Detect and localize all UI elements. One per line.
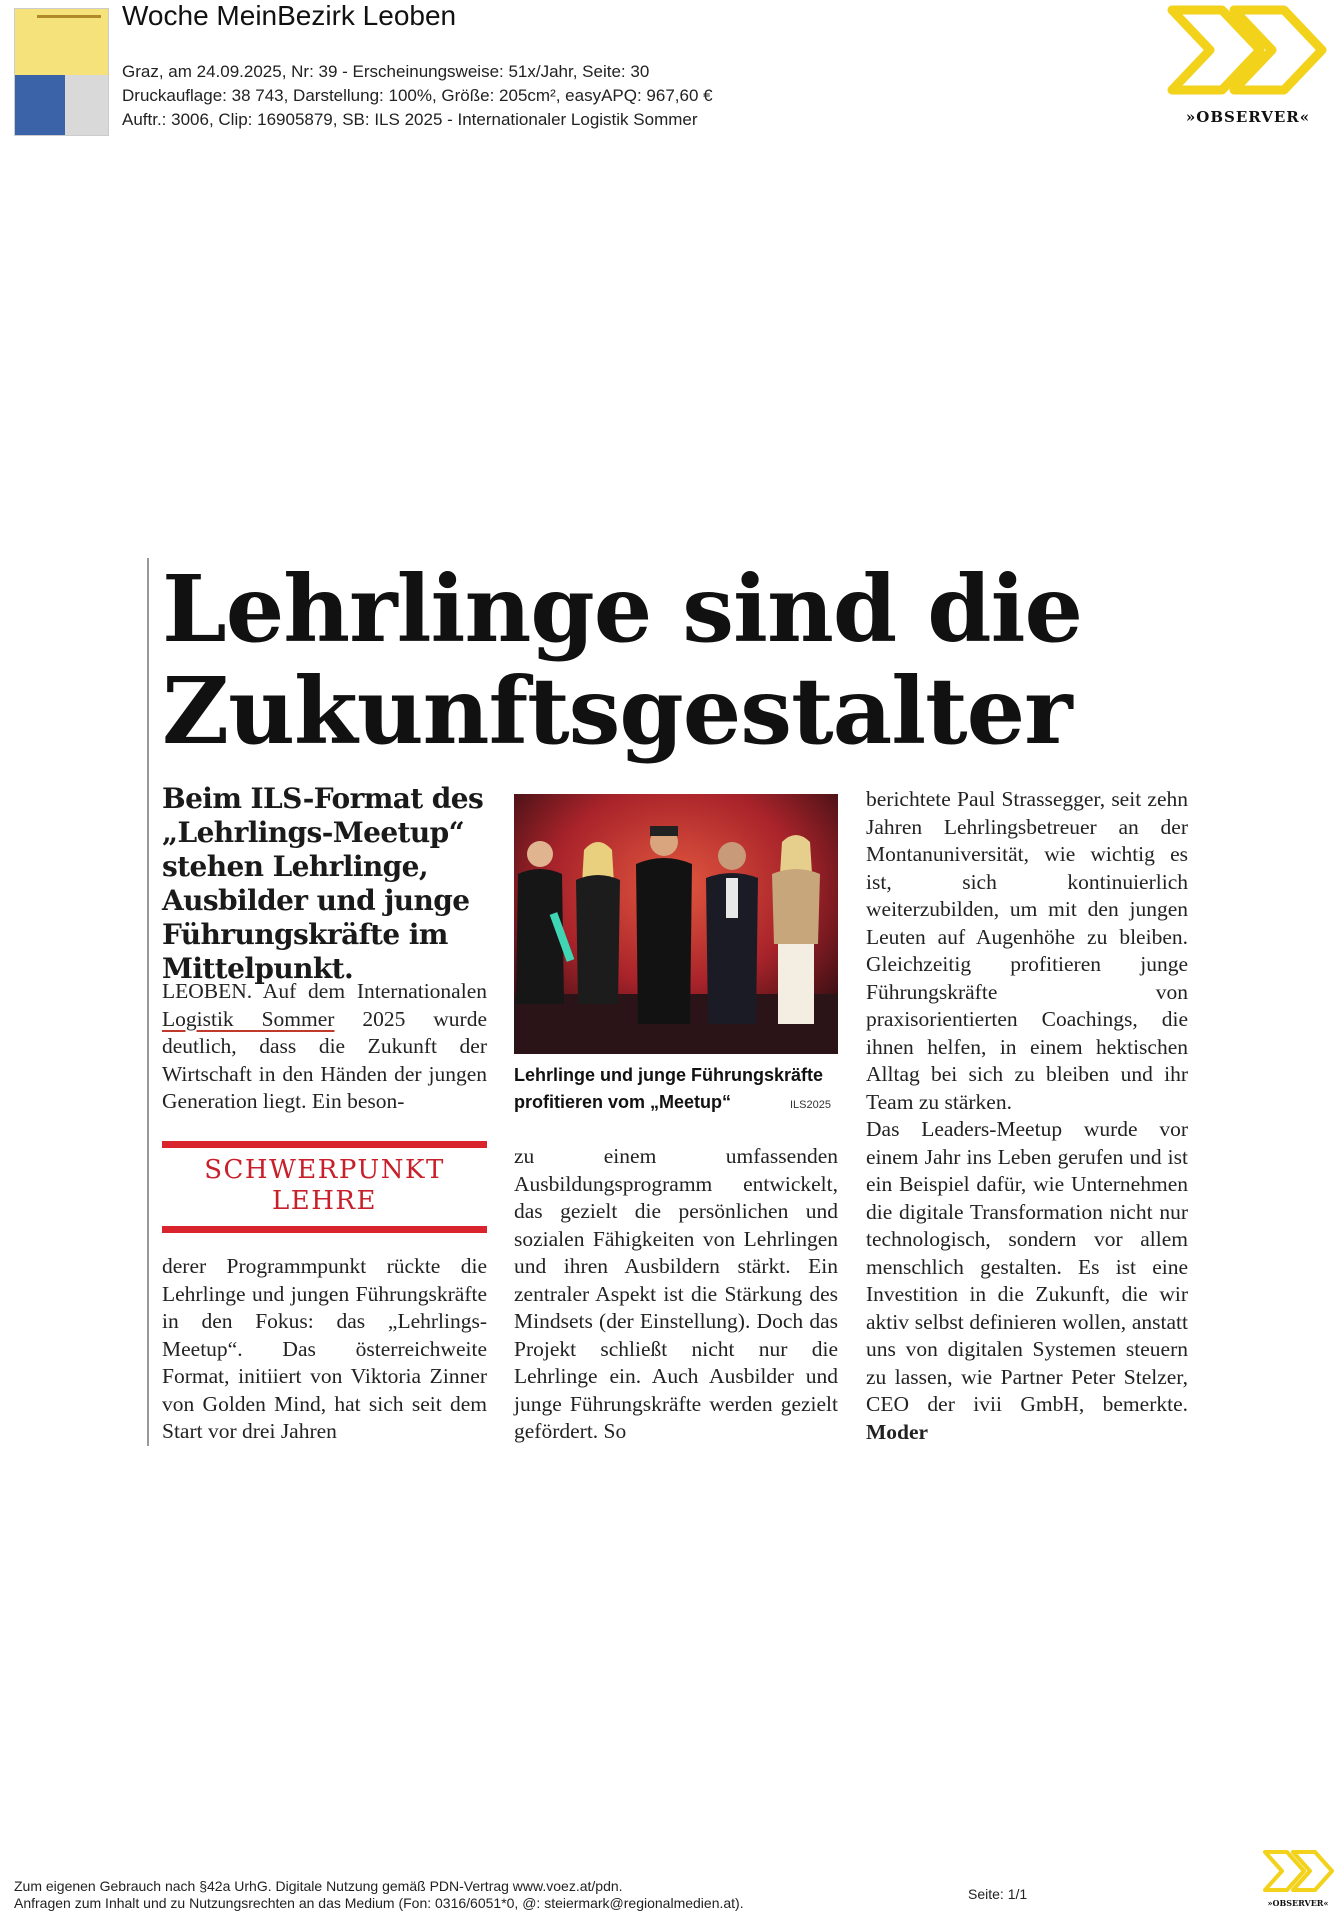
headline-line-1: Lehrlinge sind die bbox=[162, 555, 1083, 663]
meta-line-2: Druckauflage: 38 743, Darstellung: 100%, Größe: 205cm², easyAPQ: 967,60 € bbox=[122, 86, 713, 105]
observer-small-logo-text: »OBSERVER« bbox=[1267, 1898, 1329, 1908]
column-3-para-2 bbox=[866, 1116, 1188, 1446]
column-3-para-2-text: Das Leaders-Meetup wurde vor einem Jahr ins Leben gerufen und ist ein Beispiel dafür, wie Unternehmen die digitale Transformation nicht nur technologisch, sondern vor allem menschlich gestalten. Es ist eine Investition in die Zukunft, die wir aktiv selbst definieren wollen, anstatt uns von digitalen Systemen steuern zu lassen, wie Partner Peter Stelzer, CEO der ivii GmbH, bemerkte. bbox=[866, 1117, 1188, 1416]
schwerpunkt-box bbox=[162, 1155, 487, 1217]
publication-title: Woche MeinBezirk Leoben bbox=[122, 0, 457, 31]
observer-small-logo-icon bbox=[1260, 1846, 1338, 1904]
meta-line-3: Auftr.: 3006, Clip: 16905879, SB: ILS 2025 - Internationaler Logistik Sommer bbox=[122, 110, 698, 129]
box-line-2: LEHRE bbox=[272, 1186, 377, 1216]
column-rule bbox=[147, 558, 149, 1446]
article-deck: Beim ILS-Format des „Lehrlings-Meetup“ stehen Lehrlinge, Ausbilder und junge Führungskräfte im Mittelpunkt. bbox=[162, 782, 484, 985]
column-1-body: derer Programmpunkt rückte die Lehrlinge und jungen Führungskräfte in den Fokus: das „Lehrlings-Meetup“. Das österreichweite Format, initiiert von Viktoria Zinner von Golden Mind, hat sich seit dem Start vor drei Jahren bbox=[162, 1254, 487, 1443]
box-line-1: SCHWERPUNKT bbox=[204, 1155, 445, 1185]
meta-line-1: Graz, am 24.09.2025, Nr: 39 - Erscheinungsweise: 51x/Jahr, Seite: 30 bbox=[122, 62, 650, 81]
article-photo bbox=[514, 794, 838, 1054]
column-3-body bbox=[866, 786, 1188, 1446]
lead-link-text: Logistik Sommer bbox=[162, 1006, 335, 1031]
footer-line-2: Anfragen zum Inhalt und zu Nutzungsrechten an das Medium (Fon: 0316/6051*0, @: steiermark@regionalmedien.at). bbox=[14, 1895, 744, 1911]
page-number: Seite: 1/1 bbox=[968, 1886, 1028, 1902]
page-thumbnail bbox=[14, 8, 109, 136]
photo-credit: ILS2025 bbox=[790, 1099, 831, 1111]
column-3-continuation: Moder bbox=[866, 1419, 929, 1444]
column-3-para-1: berichtete Paul Strassegger, seit zehn Jahren Lehrlingsbetreuer an der Montanuniversität, wie wichtig es ist, sich kontinuierlich weiterzubilden, um mit den jungen Leuten auf Augenhöhe zu bleiben. Gleichzeitig profitieren junge Führungskräfte von praxisorientierten Coachings, die ihnen helfen, in einem hektischen Alltag bei sich zu bleiben und ihr Team zu stärken. bbox=[866, 787, 1188, 1114]
observer-logo-text: »OBSERVER« bbox=[1185, 108, 1311, 126]
photo-caption: Lehrlinge und junge Führungskräfte profitieren vom „Meetup“ bbox=[514, 1065, 824, 1112]
headline bbox=[162, 555, 1162, 765]
box-bottom-rule bbox=[162, 1226, 487, 1233]
column-1-lead bbox=[162, 978, 487, 1116]
lead-prefix: LEOBEN. Auf dem Internationalen bbox=[162, 979, 487, 1003]
lead-suffix: 2025 wurde deutlich, dass die Zukunft der Wirtschaft in den Händen der jungen Generation liegt. Ein beson- bbox=[162, 1006, 488, 1113]
box-top-rule bbox=[162, 1141, 487, 1148]
footer-line-1: Zum eigenen Gebrauch nach §42a UrhG. Digitale Nutzung gemäß PDN-Vertrag www.voez.at/pdn. bbox=[14, 1878, 623, 1894]
column-2-body: zu einem umfassenden Ausbildungsprogramm entwickelt, das gezielt die persönlichen und sozialen Fähigkeiten von Lehrlingen und ihren Ausbildern stärkt. Ein zentraler Aspekt ist die Stärkung des Mindsets (der Einstellung). Doch das Projekt schließt nicht nur die Lehrlinge ein. Auch Ausbilder und junge Führungskräfte werden gezielt gefördert. So bbox=[514, 1144, 838, 1443]
headline-line-2: Zukunftsgestalter bbox=[162, 657, 1072, 765]
